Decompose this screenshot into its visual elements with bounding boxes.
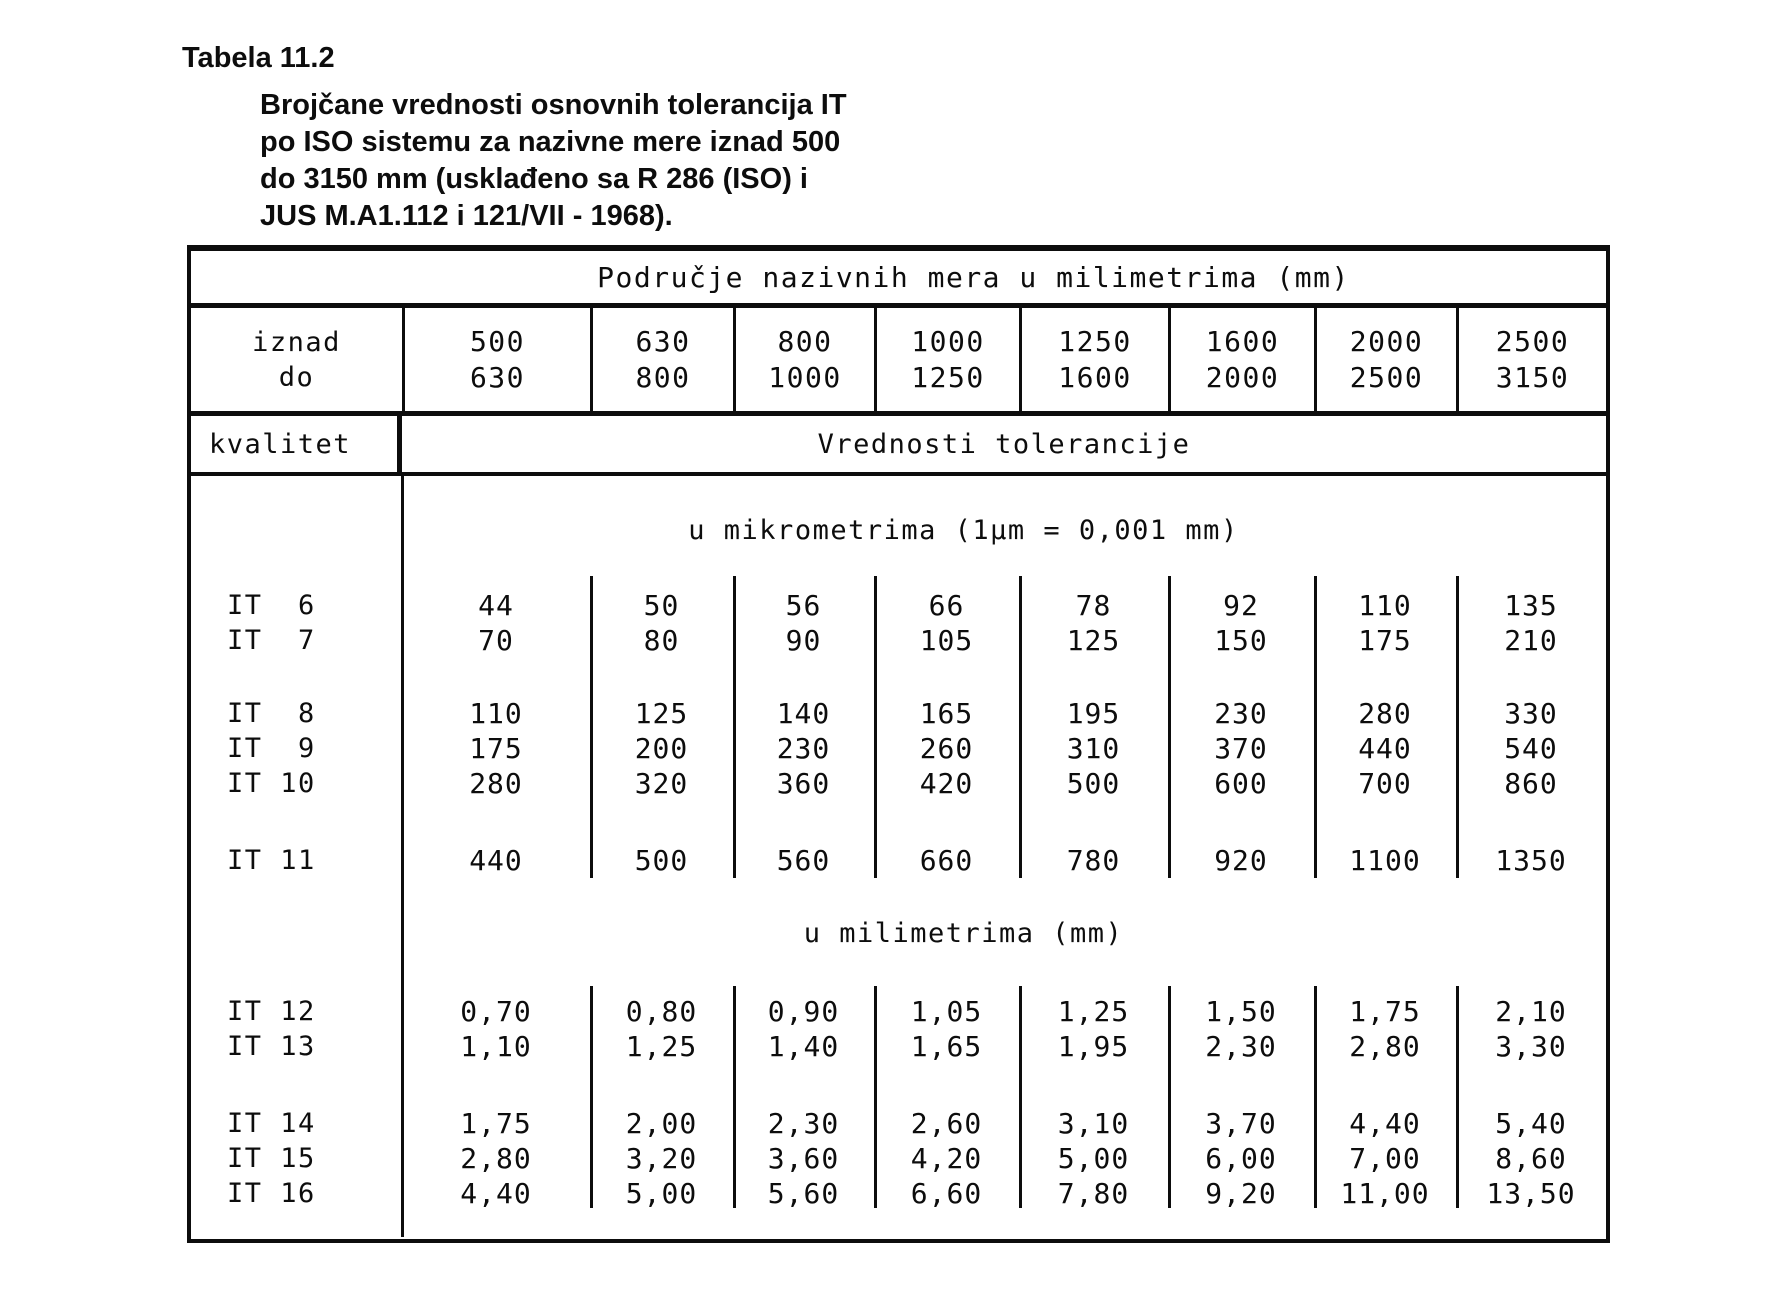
tolerance-value: 150: [1214, 624, 1268, 657]
tolerance-value: 56: [785, 589, 822, 622]
tolerance-value: 5,00: [1057, 1142, 1130, 1175]
range-label-cell: [191, 308, 402, 411]
column-separator-line: [874, 576, 877, 878]
tolerance-value: 92: [1223, 589, 1259, 622]
range-to: 2500: [1349, 360, 1424, 394]
caption-line: JUS M.A1.112 i 121/VII - 1968).: [260, 200, 673, 232]
range-from: 630: [635, 324, 691, 358]
column-separator-line: [733, 576, 736, 878]
tolerance-value: 3,10: [1057, 1107, 1130, 1140]
tolerance-value: 230: [776, 732, 831, 765]
column-separator-line: [1168, 986, 1171, 1208]
range-from: 1250: [1058, 324, 1132, 358]
column-separator-line: [733, 986, 736, 1208]
tolerance-value: 50: [643, 589, 680, 622]
kvalitet-label: kvalitet: [209, 428, 352, 460]
range-column: [402, 308, 590, 411]
tolerance-value: 210: [1504, 624, 1558, 657]
grade-label: IT 14: [227, 1108, 316, 1139]
span-header-title: Područje nazivnih mera u milimetrima (mm): [597, 260, 1350, 294]
tolerance-value: 3,70: [1205, 1107, 1277, 1140]
tolerance-value: 280: [469, 767, 523, 800]
tolerance-value: 2,00: [625, 1107, 698, 1140]
grade-label: IT 8: [227, 698, 316, 729]
tolerance-value: 2,60: [910, 1107, 983, 1140]
tolerance-value: 7,00: [1349, 1142, 1421, 1175]
tolerance-value: 6,00: [1205, 1142, 1277, 1175]
table-number: Tabela 11.2: [182, 42, 335, 74]
tolerance-value: 66: [928, 589, 965, 622]
tolerance-value: 4,20: [910, 1142, 983, 1175]
table-body: [191, 476, 1606, 1237]
tolerance-value: 175: [469, 732, 523, 765]
tolerance-value: 420: [919, 767, 974, 800]
tolerance-value: 660: [919, 844, 974, 877]
tolerance-value: 0,70: [460, 995, 532, 1028]
range-to: 1250: [911, 360, 985, 394]
column-separator-line: [1456, 576, 1459, 878]
tolerance-value: 2,80: [1349, 1030, 1421, 1063]
tolerance-value: 360: [776, 767, 831, 800]
grade-label: IT 12: [227, 996, 316, 1027]
tolerance-value: 1,65: [910, 1030, 983, 1063]
tolerance-value: 560: [776, 844, 831, 877]
column-separator-line: [1168, 576, 1171, 878]
tolerance-value: 165: [919, 697, 974, 730]
tolerance-value: 110: [469, 697, 523, 730]
tolerance-value: 500: [634, 844, 689, 877]
table-caption-text: [260, 87, 847, 235]
size-range-row: [191, 308, 1606, 416]
column-separator-line: [1019, 576, 1022, 878]
tolerance-value: 4,40: [1349, 1107, 1421, 1140]
tolerance-value: 600: [1214, 767, 1268, 800]
range-to: 3150: [1495, 360, 1570, 394]
tolerance-value: 5,40: [1495, 1107, 1567, 1140]
tolerance-value: 80: [643, 624, 680, 657]
tolerance-value: 200: [634, 732, 689, 765]
range-label-do: do: [278, 361, 315, 393]
tolerance-value: 135: [1504, 589, 1558, 622]
tolerance-table: [187, 245, 1610, 1243]
tolerance-value: 90: [785, 624, 822, 657]
range-to: 800: [635, 360, 691, 394]
range-column: [1456, 308, 1606, 411]
tolerance-value: 5,00: [625, 1177, 698, 1210]
tolerance-value: 140: [776, 697, 831, 730]
tolerance-value: 2,10: [1495, 995, 1567, 1028]
range-to: 2000: [1205, 360, 1280, 394]
tolerance-value: 0,80: [625, 995, 698, 1028]
tolerance-value: 4,40: [460, 1177, 532, 1210]
range-from: 2000: [1349, 324, 1424, 358]
tolerance-value: 280: [1358, 697, 1412, 730]
column-separator-line: [401, 476, 404, 1237]
tolerance-value: 1,25: [625, 1030, 698, 1063]
tolerance-value: 1,50: [1205, 995, 1277, 1028]
tolerance-value: 175: [1358, 624, 1412, 657]
tolerance-value: 920: [1214, 844, 1268, 877]
tolerance-value: 1,05: [910, 995, 983, 1028]
unit-section-title: u milimetrima (mm): [803, 918, 1124, 949]
tolerance-value: 1100: [1349, 844, 1421, 877]
tolerance-value: 1,10: [460, 1030, 532, 1063]
tolerance-value: 125: [634, 697, 689, 730]
tolerance-value: 0,90: [767, 995, 840, 1028]
tolerance-value: 105: [919, 624, 974, 657]
tolerance-value: 1,75: [1349, 995, 1421, 1028]
tolerance-value: 2,80: [460, 1142, 532, 1175]
kvalitet-cell: [191, 416, 402, 472]
span-header-row: [191, 251, 1606, 308]
tolerance-value: 1,25: [1057, 995, 1130, 1028]
grade-label: IT 10: [227, 768, 316, 799]
range-from: 1600: [1205, 324, 1280, 358]
caption-line: Brojčane vrednosti osnovnih tolerancija IT: [260, 89, 847, 121]
tolerance-value: 370: [1214, 732, 1268, 765]
tolerance-value: 2,30: [1205, 1030, 1277, 1063]
column-separator-line: [1314, 986, 1317, 1208]
tolerance-value: 70: [478, 624, 514, 657]
values-header-label: Vrednosti tolerancije: [817, 428, 1191, 460]
tolerance-value: 440: [469, 844, 523, 877]
range-from: 800: [777, 324, 833, 358]
tolerance-value: 1,95: [1057, 1030, 1130, 1063]
tolerance-value: 3,20: [625, 1142, 698, 1175]
tolerance-value: 1,40: [767, 1030, 840, 1063]
column-separator-line: [1456, 986, 1459, 1208]
unit-section-title: u mikrometrima (1μm = 0,001 mm): [688, 515, 1239, 546]
tolerance-value: 125: [1066, 624, 1121, 657]
tolerance-value: 1,75: [460, 1107, 532, 1140]
grade-label: IT 16: [227, 1178, 316, 1209]
tolerance-value: 2,30: [767, 1107, 840, 1140]
range-column: [1168, 308, 1314, 411]
range-from: 2500: [1495, 324, 1570, 358]
tolerance-value: 310: [1066, 732, 1121, 765]
range-to: 1000: [768, 360, 842, 394]
tolerance-value: 700: [1358, 767, 1412, 800]
tolerance-value: 11,00: [1340, 1177, 1430, 1210]
grade-label: IT 11: [227, 845, 316, 876]
grade-label: IT 15: [227, 1143, 316, 1174]
tolerance-value: 3,60: [767, 1142, 840, 1175]
caption-line: do 3150 mm (usklađeno sa R 286 (ISO) i: [260, 163, 808, 195]
column-separator-line: [590, 576, 593, 878]
range-from: 500: [469, 324, 526, 358]
table-caption: [182, 40, 847, 232]
grade-label: IT 7: [227, 625, 316, 656]
range-from: 1000: [911, 324, 985, 358]
range-column: [874, 308, 1019, 411]
grade-label: IT 6: [227, 590, 316, 621]
tolerance-value: 320: [634, 767, 689, 800]
kvalitet-row: [191, 416, 1606, 476]
tolerance-value: 440: [1358, 732, 1412, 765]
grade-label: IT 9: [227, 733, 316, 764]
column-separator-line: [1314, 576, 1317, 878]
tolerance-value: 260: [919, 732, 974, 765]
caption-line: po ISO sistemu za nazivne mere iznad 500: [260, 126, 841, 158]
tolerance-value: 860: [1504, 767, 1558, 800]
tolerance-value: 7,80: [1057, 1177, 1130, 1210]
tolerance-value: 44: [478, 589, 514, 622]
range-to: 630: [469, 360, 526, 394]
tolerance-value: 780: [1066, 844, 1121, 877]
column-separator-line: [874, 986, 877, 1208]
column-separator-line: [590, 986, 593, 1208]
tolerance-value: 9,20: [1205, 1177, 1277, 1210]
range-to: 1600: [1058, 360, 1132, 394]
tolerance-value: 8,60: [1495, 1142, 1567, 1175]
tolerance-value: 6,60: [910, 1177, 983, 1210]
tolerance-value: 230: [1214, 697, 1268, 730]
tolerance-value: 13,50: [1486, 1177, 1576, 1210]
column-separator-line: [1019, 986, 1022, 1208]
values-header-cell: [402, 416, 1606, 472]
tolerance-value: 195: [1066, 697, 1121, 730]
tolerance-value: 5,60: [767, 1177, 840, 1210]
range-column: [1314, 308, 1456, 411]
range-column: [733, 308, 874, 411]
tolerance-value: 78: [1075, 589, 1112, 622]
range-column: [1019, 308, 1168, 411]
tolerance-value: 540: [1504, 732, 1558, 765]
tolerance-value: 1350: [1495, 844, 1567, 877]
grade-label: IT 13: [227, 1031, 316, 1062]
tolerance-value: 110: [1358, 589, 1412, 622]
range-label-iznad: iznad: [252, 326, 341, 358]
range-column: [590, 308, 733, 411]
tolerance-value: 3,30: [1495, 1030, 1567, 1063]
tolerance-value: 330: [1504, 697, 1558, 730]
tolerance-value: 500: [1066, 767, 1121, 800]
